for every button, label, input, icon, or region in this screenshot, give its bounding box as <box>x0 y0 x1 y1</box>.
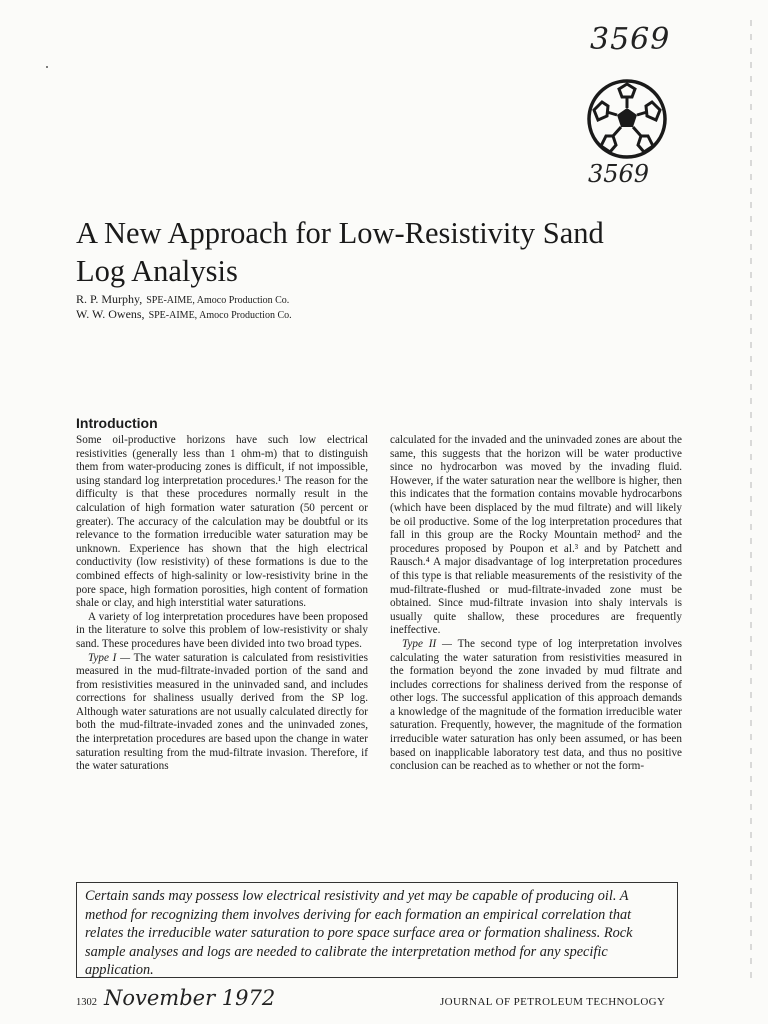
handwritten-number-mid: 3569 <box>588 160 650 188</box>
author-name: R. P. Murphy, <box>76 292 143 306</box>
journal-name: JOURNAL OF PETROLEUM TECHNOLOGY <box>440 996 666 1008</box>
paragraph-run-in: Type I — <box>88 651 131 664</box>
paragraph <box>76 434 368 611</box>
author-line <box>76 308 292 323</box>
paragraph-run-in: Type II — <box>402 637 452 650</box>
body-column-left <box>76 434 368 774</box>
paragraph-text: The second type of log interpretation involves calculating the water saturation from resistivities measured in the formation beyond the zone invaded by mud filtrate and includes corrections for shaliness derived from the response of other logs. The successful application of this approach demands a knowledge of the magnitude of the formation irreducible water saturation. Frequently, however, the magnitude of the formation irreducible water saturation has only been assumed, or has been based on inapplicable laboratory test data, and thus no positive conclusion can be reached as to whether or not the form- <box>390 637 682 773</box>
scan-edge-artifact <box>750 20 752 980</box>
abstract-box: Certain sands may possess low electrical resistivity and yet may be capable of producing oil. A method for recognizing them involves deriving for each formation an empirical correlation that relates the irreducible water saturation to pore space surface area or formation shaliness. Rock sample analyses and logs are needed to calibrate the interpretation method for any specific application. <box>76 882 678 978</box>
paragraph <box>390 638 682 774</box>
body-column-right <box>390 434 682 774</box>
soccer-ball-logo-icon <box>586 78 668 160</box>
paragraph-text: A variety of log interpretation procedures have been proposed in the literature to solve this problem of low-resistivity or shaly sand. These procedures have been divided into two broad types. <box>76 610 368 650</box>
paragraph <box>76 652 368 774</box>
author-affiliation: SPE-AIME, Amoco Production Co. <box>146 295 290 306</box>
author-list <box>76 293 292 322</box>
page-number: 1302 <box>76 997 97 1008</box>
author-affiliation: SPE-AIME, Amoco Production Co. <box>148 309 292 321</box>
paragraph-text: Some oil-productive horizons have such low electrical resistivities (generally less than 1 ohm-m) that to distinguish them from water-producing zones is difficult, if not impossible, using standard log interpretation procedures.¹ The reason for the difficulty is that these procedures normally result in the calculation of high formation water saturation (50 percent or greater). The accuracy of the calculation may be doubtful or its relevance to the formation irreducible water saturation may be unknown. Experience has shown that the high electrical conductivity (low resistivity) of these formations is due to the combined effects of high-salinity or low-resistivity brine in the pore space, high formation porosities, high content of formation shale or clay, and high interstitial water saturations. <box>76 434 368 610</box>
author-line <box>76 293 292 308</box>
paragraph <box>76 611 368 652</box>
paragraph-text: calculated for the invaded and the uninvaded zones are about the same, this suggests that the horizon will be water productive since no hydrocarbon was moved by the invading fluid. However, if the water saturation near the wellbore is higher, then this indicates that the formation contains movable hydrocarbons (which have been displaced by the mud filtrate) and will likely be oil productive. Some of the log interpretation procedures that fall in this group are the Rocky Mountain method² and the procedures proposed by Poupon et al.³ and by Patchett and Rausch.⁴ A major disadvantage of log interpretation procedures of this type is that reliable measurements of the resistivity of the mud-filtrate-flushed or mud-filtrate-invaded zone must be obtained. Since mud-filtrate invasion into shaly intervals is usually quite shallow, these procedures are frequently ineffective. <box>390 434 682 637</box>
author-name: W. W. Owens, <box>76 306 145 321</box>
paragraph <box>390 434 682 638</box>
paper-title: A New Approach for Low-Resistivity Sand Log Analysis <box>76 216 604 288</box>
section-heading: Introduction <box>76 415 158 431</box>
handwritten-number-top: 3569 <box>590 22 671 57</box>
handwritten-date: November 1972 <box>104 986 276 1010</box>
paragraph-text: The water saturation is calculated from resistivities measured in the mud-filtrate-invaded portion of the sand and from resistivities measured in the uninvaded sand, and includes corrections for shaliness usually derived from the SP log. Although water saturations are not usually calculated directly for both the mud-filtrate-invaded zones and the uninvaded zones, the interpretation procedures are based upon the change in water saturation resulting from the mud-filtrate invasion. Therefore, if the water saturations <box>76 651 368 773</box>
scan-dot <box>46 66 48 68</box>
